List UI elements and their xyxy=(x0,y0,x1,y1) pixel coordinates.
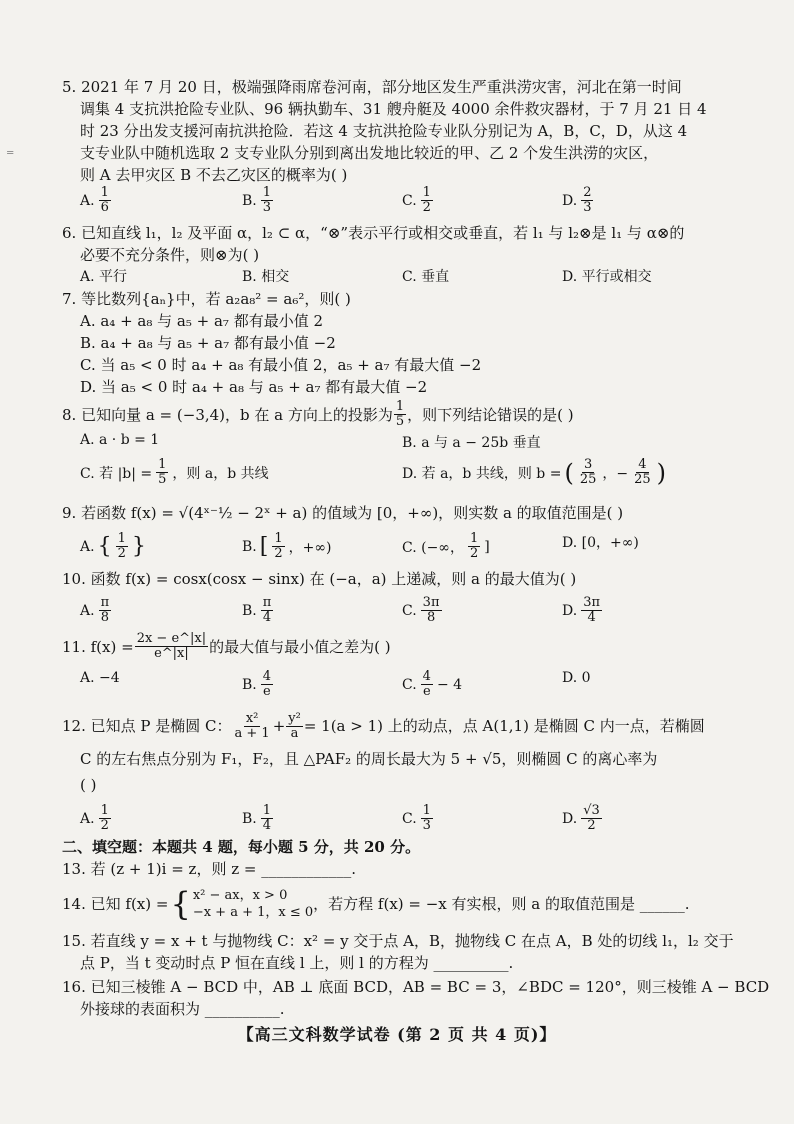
question-13 xyxy=(62,858,752,880)
q9-option-d: D. [0，+∞) xyxy=(562,535,639,551)
q14-stem-post: ，若方程 f(x) = −x 有实根，则 a 的取值范围是 ______. xyxy=(313,895,690,913)
q11-options xyxy=(80,670,740,700)
question-11 xyxy=(62,632,752,661)
q16-line: 外接球的表面积为 __________. xyxy=(80,1000,285,1018)
q6-line: 6. 已知直线 l₁，l₂ 及平面 α，l₂ ⊂ α，“⊗”表示平行或相交或垂直，若 l₁ 与 l₂⊗是 l₁ 与 α⊗的 xyxy=(62,224,685,242)
q12-option-b: B. $\frac{1}{4}$ xyxy=(242,803,272,833)
question-7 xyxy=(62,288,752,398)
q10-option-b: B. $\frac{\pi}{4}$ xyxy=(242,595,272,625)
q7-option-a: A. a₄ + a₈ 与 a₅ + a₇ 都有最小值 2 xyxy=(80,312,324,330)
question-5 xyxy=(62,76,752,186)
page-footer: 【高三文科数学试卷 (第 2 页 共 4 页)】 xyxy=(237,1025,557,1044)
question-12 xyxy=(62,708,752,796)
q12-line1: 12. 已知点 P 是椭圆 C： $\frac{\text{x²}}{a + 1}$ + $\frac{\text{y²}}{a}$ = 1(a > 1) 上的动点，点 A(1,1) 是椭圆 C 内一点，若椭圆 xyxy=(62,710,705,741)
q14-cases xyxy=(193,887,313,921)
q12-line3: ( ) xyxy=(80,776,97,794)
q15-line: 15. 若直线 y = x + t 与抛物线 C：x² = y 交于点 A，B，抛物线 C 在点 A，B 处的切线 l₁，l₂ 交于 xyxy=(62,932,734,950)
q5-line: 则 A 去甲灾区 B 不去乙灾区的概率为( ) xyxy=(80,166,348,184)
q5-option-b: B. $\frac{1}{3}$ xyxy=(242,185,272,215)
q6-option-d: D. 平行或相交 xyxy=(562,269,652,285)
question-8 xyxy=(62,400,752,429)
q9-options xyxy=(80,532,740,566)
q9-option-a: A. { $\frac{1}{2}$ } xyxy=(80,531,146,561)
q14-stem-pre: 14. 已知 f(x) = xyxy=(62,895,169,913)
q12-option-c: C. $\frac{1}{3}$ xyxy=(402,803,431,833)
q6-line: 必要不充分条件，则⊗为( ) xyxy=(80,246,260,264)
q5-line: 时 23 分出发支援河南抗洪抢险．若这 4 支抗洪抢险专业队分别记为 A，B，C，D，从这 4 xyxy=(80,122,688,140)
q6-option-b: B. 相交 xyxy=(242,269,290,285)
q12-option-d: D. $\frac{√3}{2}$ xyxy=(562,803,600,833)
q8-option-d: D. 若 a，b 共线，则 b = ( $\frac{3}{25}$ ，− $\frac{4}{25}$ ) xyxy=(402,457,667,487)
q10-option-c: C. $\frac{3\pi}{8}$ xyxy=(402,595,440,625)
q10-option-a: A. $\frac{\pi}{8}$ xyxy=(80,595,110,625)
question-10 xyxy=(62,568,752,590)
question-6 xyxy=(62,222,752,266)
q7-stem: 7. 等比数列{aₙ}中，若 a₂a₈² = a₆²，则( ) xyxy=(62,290,351,308)
q11-stem-pre: 11. f(x) = xyxy=(62,637,134,656)
q5-option-a: A. $\frac{1}{6}$ xyxy=(80,185,109,215)
q8-option-b: B. a 与 a − 25b 垂直 xyxy=(402,435,541,451)
q8-fraction: $\frac{1}{5}$ xyxy=(395,399,405,429)
question-14 xyxy=(62,884,752,924)
q6-option-a: A. 平行 xyxy=(80,269,128,285)
q12-options xyxy=(80,804,740,834)
q8-option-a: A. a · b = 1 xyxy=(80,432,160,448)
q5-option-d: D. $\frac{2}{3}$ xyxy=(562,185,592,215)
q14-case-2: −x + a + 1，x ≤ 0 xyxy=(192,905,314,920)
q15-line: 点 P，当 t 变动时点 P 恒在直线 l 上，则 l 的方程为 __________. xyxy=(80,954,514,972)
q8-stem-pre: 8. 已知向量 a = (−3,4)，b 在 a 方向上的投影为 xyxy=(62,405,393,424)
q8-options-row2 xyxy=(80,458,740,494)
q8-option-c: C. 若 |b| = $\frac{1}{5}$ ，则 a，b 共线 xyxy=(80,457,269,487)
q7-option-b: B. a₄ + a₈ 与 a₅ + a₇ 都有最小值 −2 xyxy=(80,334,336,352)
q5-option-c: C. $\frac{1}{2}$ xyxy=(402,185,431,215)
q16-line: 16. 已知三棱锥 A − BCD 中，AB ⊥ 底面 BCD，AB = BC = 3，∠BDC = 120°，则三棱锥 A − BCD xyxy=(62,978,770,996)
q13-stem: 13. 若 (z + 1)i = z，则 z = ____________. xyxy=(62,860,356,878)
question-9 xyxy=(62,502,752,524)
q12-line2: C 的左右焦点分别为 F₁，F₂，且 △PAF₂ 的周长最大为 5 + √5，则椭圆 C 的离心率为 xyxy=(80,750,658,768)
q8-stem-post: ，则下列结论错误的是( ) xyxy=(407,405,574,424)
margin-mark: = xyxy=(6,148,15,159)
q12-option-a: A. $\frac{1}{2}$ xyxy=(80,803,109,833)
q5-options xyxy=(80,186,740,216)
q10-option-d: D. $\frac{3\pi}{4}$ xyxy=(562,595,601,625)
q11-stem-post: 的最大值与最小值之差为( ) xyxy=(209,637,391,656)
q5-line: 调集 4 支抗洪抢险专业队、96 辆执勤车、31 艘舟艇及 4000 余件救灾器材，于 7 月 21 日 4 xyxy=(80,100,707,118)
q11-option-d: D. 0 xyxy=(562,670,591,686)
q14-brace: { xyxy=(170,885,191,923)
q11-option-b: B. $\frac{4}{e}$ xyxy=(242,669,272,699)
q5-line: 支专业队中随机选取 2 支专业队分别到离出发地比较近的甲、乙 2 个发生洪涝的灾区， xyxy=(80,144,659,162)
q6-option-c: C. 垂直 xyxy=(402,269,450,285)
q7-option-d: D. 当 a₅ < 0 时 a₄ + a₈ 与 a₅ + a₇ 都有最大值 −2 xyxy=(80,378,428,396)
q11-option-a: A. −4 xyxy=(80,670,120,686)
q7-option-c: C. 当 a₅ < 0 时 a₄ + a₈ 有最小值 2，a₅ + a₇ 有最大值 −2 xyxy=(80,356,482,374)
question-15 xyxy=(62,930,752,974)
question-16 xyxy=(62,976,770,1020)
q14-case-1: x² − ax，x > 0 xyxy=(192,888,288,903)
q10-options xyxy=(80,596,740,626)
q9-stem: 9. 若函数 f(x) = √(4ˣ⁻½ − 2ˣ + a) 的值域为 [0，+∞)，则实数 a 的取值范围是( ) xyxy=(62,504,624,522)
q5-line: 5. 2021 年 7 月 20 日，极端强降雨席卷河南，部分地区发生严重洪涝灾害，河北在第一时间 xyxy=(62,78,682,96)
q10-stem: 10. 函数 f(x) = cosx(cosx − sinx) 在 (−a，a) 上递减，则 a 的最大值为( ) xyxy=(62,570,577,588)
q11-option-c: C. $\frac{4}{e}$ − 4 xyxy=(402,669,463,699)
q9-option-b: B. [ $\frac{1}{2}$ ，+∞) xyxy=(242,531,332,561)
q11-fraction: $\frac{2x - e\^{}|x|}{e\^{}|x|}$ xyxy=(136,631,207,661)
q9-option-c: C. (−∞， $\frac{1}{2}$ ] xyxy=(402,531,490,561)
section-2-heading: 二、填空题：本题共 4 题，每小题 5 分，共 20 分。 xyxy=(62,838,421,856)
